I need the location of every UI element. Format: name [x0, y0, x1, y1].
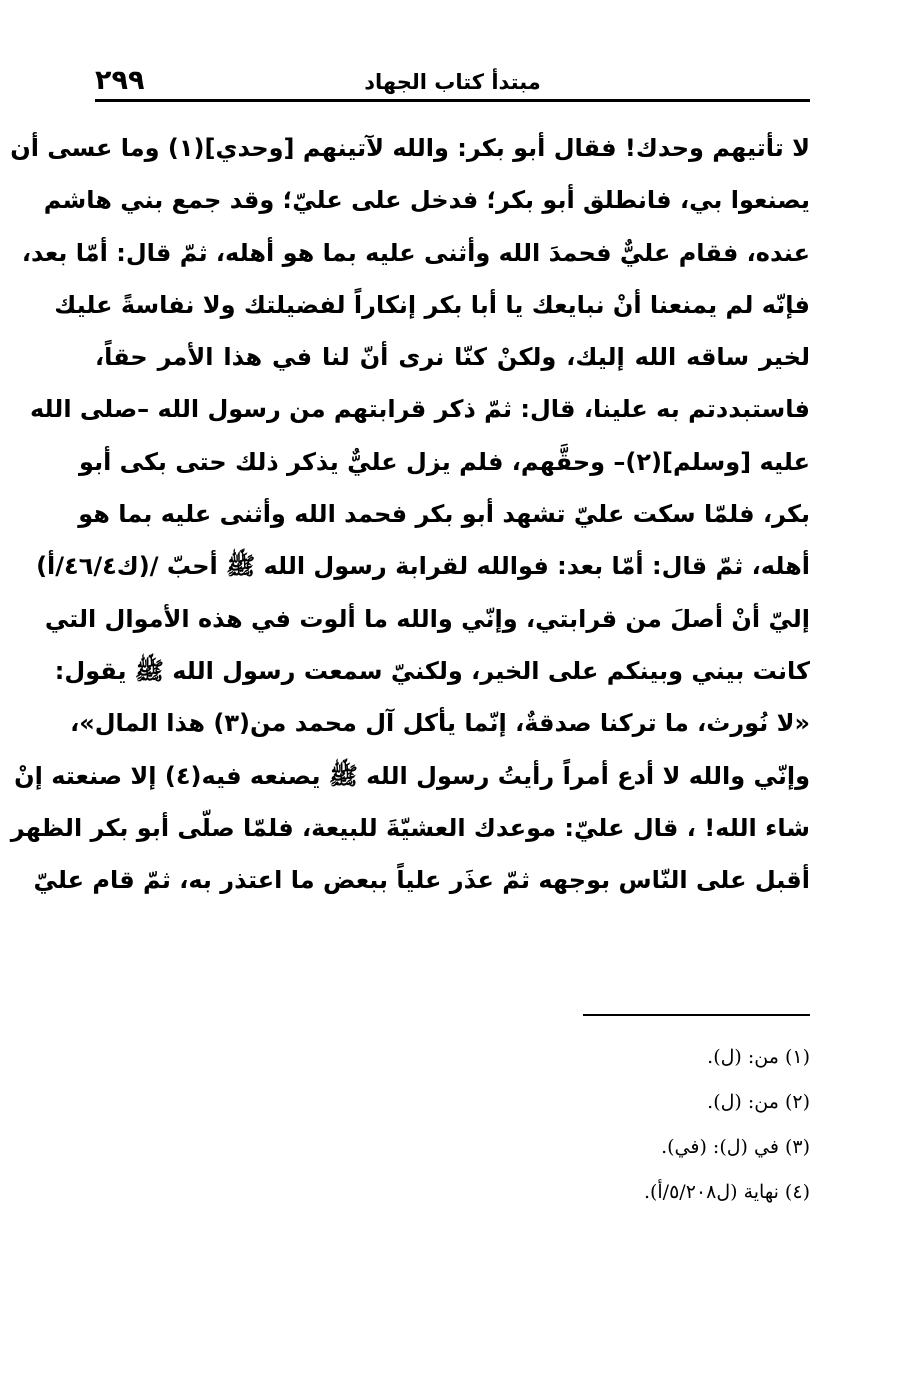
running-header: [95, 66, 810, 98]
text-line: أقبل على النّاس بوجهه ثمّ عذَر علياً ببعض ما اعتذر به، ثمّ قام عليّ: [33, 866, 810, 895]
text-line: أهله، ثمّ قال: أمّا بعد: فوالله لقرابة رسول الله ﷺ أحبّ /(ك٤٦/٤/أ): [36, 552, 810, 581]
text-line: لخير ساقه الله إليك، ولكنْ كنّا نرى أنّ لنا في هذا الأمر حقاً،: [95, 343, 810, 372]
text-line: إليّ أنْ أصلَ من قرابتي، وإنّي والله ما ألوت في هذه الأموال التي: [44, 604, 810, 633]
footnotes: [95, 1035, 810, 1215]
running-title: مبتدأ كتاب الجهاد: [364, 70, 541, 94]
header-rule: [95, 99, 810, 102]
footnote: (٤) نهاية (ل٥/٢٠٨/أ).: [643, 1181, 810, 1203]
footnote: (١) من: (ل).: [707, 1046, 810, 1068]
text-line: يصنعوا بي، فانطلق أبو بكر؛ فدخل على عليّ؛ وقد جمع بني هاشم: [43, 186, 810, 215]
text-line: عليه [وسلم](٢)– وحقَّهم، فلم يزل عليٌّ يذكر ذلك حتى بكى أبو: [79, 447, 810, 476]
text-line: كانت بيني وبينكم على الخير، ولكنيّ سمعت رسول الله ﷺ يقول:: [54, 656, 810, 685]
text-line: لا تأتيهم وحدك! فقال أبو بكر: والله لآتينهم [وحدي](١) وما عسى أن: [10, 134, 810, 162]
text-line: فاستبددتم به علينا، قال: ثمّ ذكر قرابتهم من رسول الله –صلى الله: [29, 395, 810, 424]
text-line: عنده، فقام عليٌّ فحمدَ الله وأثنى عليه بما هو أهله، ثمّ قال: أمّا بعد،: [21, 238, 810, 267]
main-text: [10, 122, 810, 906]
footnote: (٢) من: (ل).: [707, 1091, 810, 1113]
text-line: شاء الله! ، قال عليّ: موعدك العشيّةَ للبيعة، فلمّا صلّى أبو بكر الظهر: [10, 813, 810, 842]
text-line: بكر، فلمّا سكت عليّ تشهد أبو بكر فحمد الله وأثنى عليه بما هو: [78, 500, 810, 529]
footnote-separator: [583, 1014, 810, 1016]
text-line: «لا نُورث، ما تركنا صدقةٌ، إنّما يأكل آل محمد من(٣) هذا المال»،: [70, 709, 810, 738]
footnote: (٣) في (ل): (في).: [661, 1136, 810, 1158]
text-line: فإنّه لم يمنعنا أنْ نبايعك يا أبا بكر إنكاراً لفضيلتك ولا نفاسةً عليك: [54, 290, 810, 319]
text-line: وإنّي والله لا أدع أمراً رأيتُ رسول الله ﷺ يصنعه فيه(٤) إلا صنعته إنْ: [14, 761, 810, 790]
page-number: ٢٩٩: [95, 65, 145, 96]
